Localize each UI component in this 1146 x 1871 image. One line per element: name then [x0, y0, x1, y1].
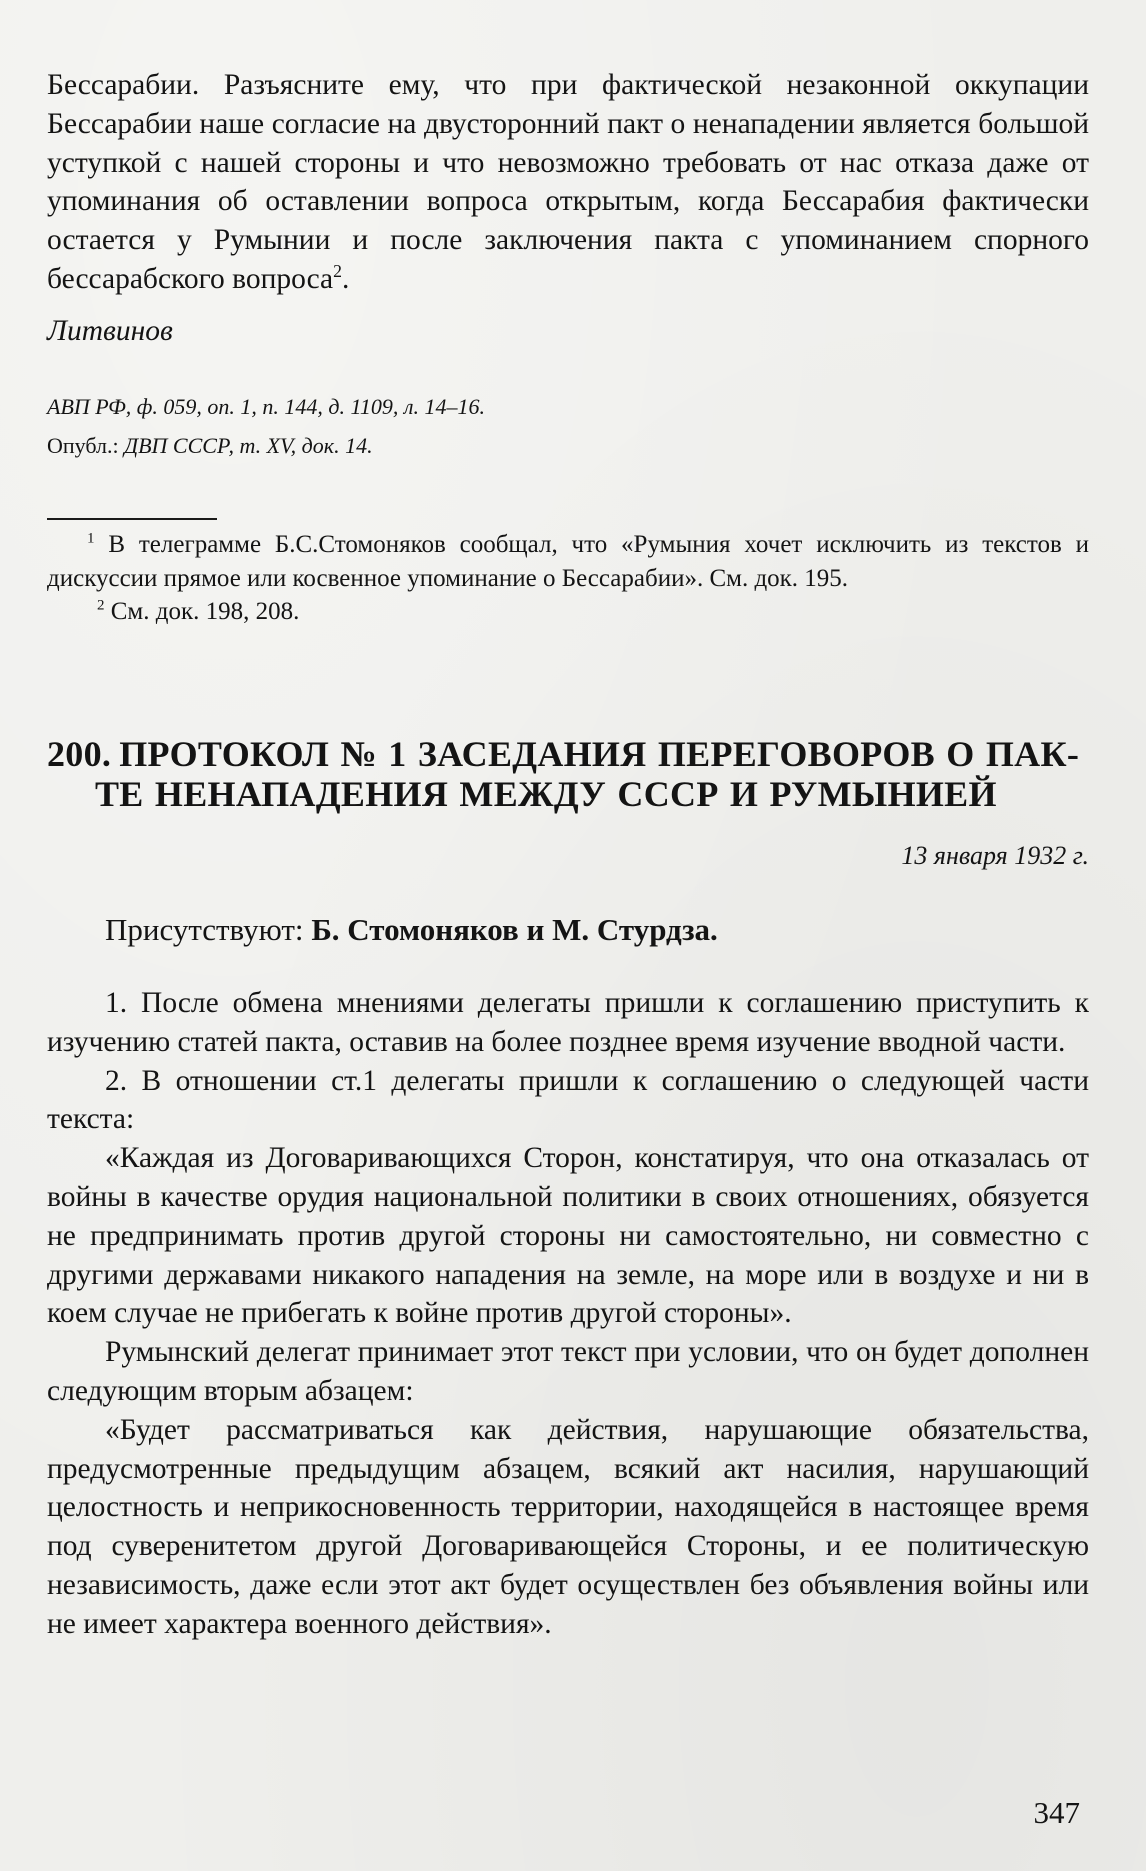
- signature: Литвинов: [47, 315, 173, 347]
- document-date: 13 января 1932 г.: [901, 841, 1089, 870]
- footnotes: [47, 528, 1089, 629]
- title-line-1: ПРОТОКОЛ № 1 ЗАСЕДАНИЯ ПЕРЕГОВОРОВ О ПАК-: [119, 734, 1080, 774]
- attendees-label: Присутствуют:: [105, 912, 304, 947]
- signature-block: [47, 312, 1089, 351]
- page-number: 347: [1033, 1795, 1080, 1830]
- source-block: [47, 392, 1089, 461]
- document-title-line-1: [47, 734, 1089, 774]
- continuation-text: Бессарабии. Разъясните ему, что при фактической незаконной оккупации Бессарабии наше согласие на двусторонний пакт о ненападении является большой уступкой с нашей стороны и что невозможно требовать от нас отказа даже от упоминания об оставлении вопроса открытым, когда Бессарабия фактически остается у Румынии и после заключения пакта с упоминанием спорного бессарабского вопроса: [47, 69, 1089, 295]
- continuation-end: .: [342, 262, 350, 295]
- title-line-2: ТЕ НЕНАПАДЕНИЯ МЕЖДУ СССР И РУМЫНИЕЙ: [95, 774, 997, 814]
- body-paragraph-2: 2. В отношении ст.1 делегаты пришли к соглашению о следующей части текста:: [47, 1064, 1089, 1136]
- footnote-mark-2: 2: [97, 597, 105, 614]
- body-paragraph-5: «Будет рассматриваться как действия, нарушающие обязательства, предусмотренные предыдущим абзацем, всякий акт насилия, нарушающий целостность и неприкосновенность территории, находящейся в настоящее время под суверенитетом другой Договаривающейся Стороны, и ее политическую независимость, даже если этот акт будет осуществлен без объявления войны или не имеет характера военного действия».: [47, 1413, 1089, 1640]
- footnote-2: [47, 595, 1089, 629]
- footnote-1-text: В телеграмме Б.С.Стомоняков сообщал, что «Румыния хочет исключить из текстов и дискуссии прямое или косвенное упоминание о Бессарабии». См. док. 195.: [47, 531, 1089, 592]
- footnote-divider: [47, 518, 217, 520]
- attendees: [47, 910, 1089, 950]
- publication-label: Опубл.:: [47, 433, 119, 458]
- footnote-2-text: См. док. 198, 208.: [110, 598, 300, 625]
- footnote-ref-2: 2: [333, 261, 342, 282]
- top-section: [47, 66, 1089, 299]
- publication-ref: ДВП СССР, т. XV, док. 14.: [124, 433, 373, 458]
- continuation-paragraph: [47, 66, 1089, 299]
- footnote-1: [47, 528, 1089, 595]
- publication-reference: [47, 431, 1089, 461]
- attendees-names: Б. Стомоняков и М. Стурдза.: [311, 912, 718, 947]
- document-title-line-2: [47, 774, 1089, 814]
- date-block: [47, 840, 1089, 872]
- body-paragraph-3: «Каждая из Договаривающихся Сторон, констатируя, что она отказалась от войны в качестве орудия национальной политики в своих отношениях, обязуется не предпринимать против другой стороны ни самостоятельно, ни совместно с другими державами никакого нападения на земле, на море или в воздухе и ни в коем случае не прибегать к войне против другой стороны».: [47, 1142, 1089, 1330]
- attendees-block: [47, 910, 1089, 950]
- footnote-mark-1: 1: [87, 530, 95, 547]
- body-paragraph-1: 1. После обмена мнениями делегаты пришли к соглашению приступить к изучению статей пакта, оставив на более позднее время изучение вводной части.: [47, 987, 1089, 1058]
- protocol-body: [47, 984, 1089, 1644]
- document-number: 200.: [47, 734, 112, 774]
- document-heading: [47, 734, 1089, 814]
- archive-reference: АВП РФ, ф. 059, оп. 1, п. 144, д. 1109, л. 14–16.: [47, 394, 486, 419]
- body-paragraph-4: Румынский делегат принимает этот текст при условии, что он будет дополнен следующим вторым абзацем:: [47, 1336, 1089, 1407]
